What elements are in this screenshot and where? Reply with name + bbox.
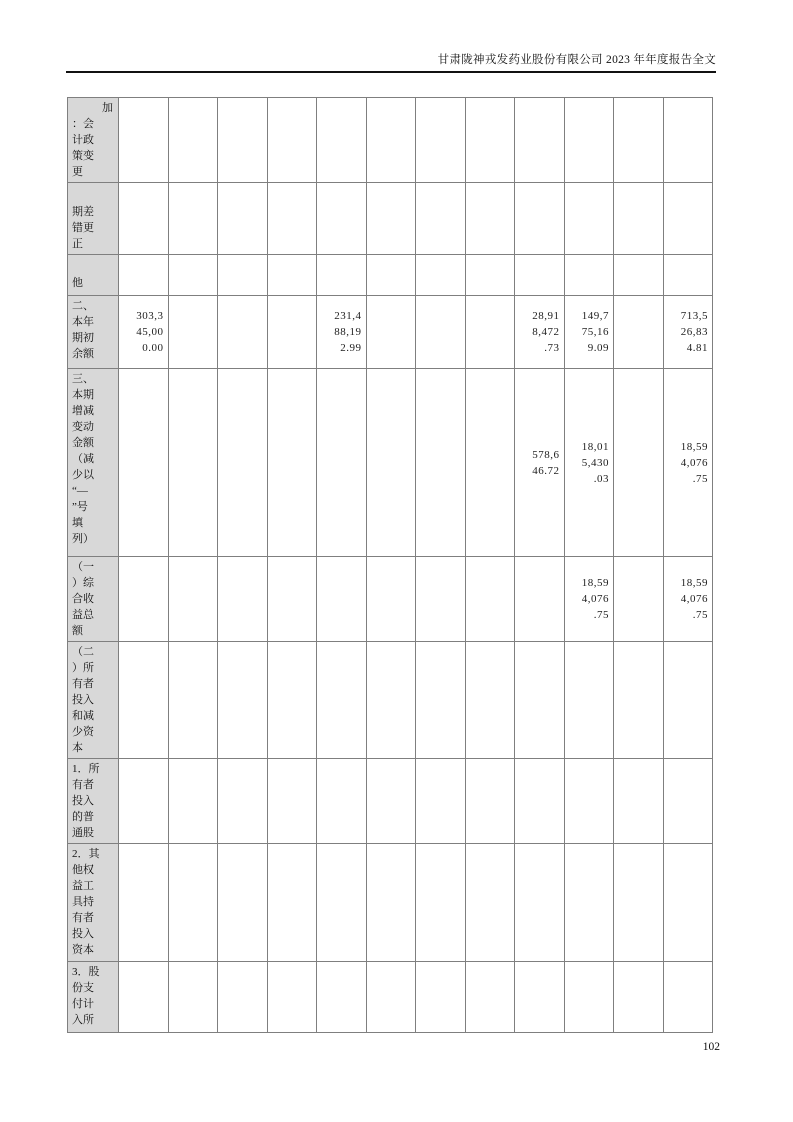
text-line: 75,16 <box>581 326 609 338</box>
value-cell <box>564 369 614 557</box>
value-cell <box>218 98 268 183</box>
value-cell <box>267 183 317 255</box>
text-line: 18,59 <box>581 577 609 589</box>
value-cell <box>465 962 515 1033</box>
value-cell <box>119 962 169 1033</box>
value-cell <box>267 98 317 183</box>
text-line: 付计 <box>72 998 94 1010</box>
table-row <box>68 183 713 255</box>
text-line: 正 <box>72 238 83 250</box>
row-label-current-period-change <box>68 369 119 557</box>
value-cell <box>168 844 218 962</box>
text-line: 份支 <box>72 982 94 994</box>
value-cell <box>614 98 664 183</box>
value-cell <box>465 557 515 642</box>
value-cell <box>416 98 466 183</box>
table-row <box>68 759 713 844</box>
value-cell <box>119 255 169 296</box>
value-cell <box>465 642 515 759</box>
text-line: ”号 <box>72 501 88 513</box>
value-cell <box>267 962 317 1033</box>
text-line: 少资 <box>72 726 94 738</box>
text-line: 4,076 <box>680 593 708 605</box>
value-cell <box>416 369 466 557</box>
text-line: 713,5 <box>680 310 708 322</box>
value-cell <box>168 557 218 642</box>
text-line: （二 <box>72 646 94 658</box>
text-line: 的普 <box>72 811 94 823</box>
value-cell <box>218 296 268 369</box>
value-cell <box>317 183 367 255</box>
text-line: 45,00 <box>136 326 164 338</box>
text-line: 计政 <box>72 134 94 146</box>
value-cell <box>317 369 367 557</box>
value-cell <box>168 255 218 296</box>
text-line: 2．其 <box>72 848 100 860</box>
value-cell <box>564 844 614 962</box>
text-line: 具持 <box>72 896 94 908</box>
value-cell <box>564 98 614 183</box>
value-cell <box>515 759 565 844</box>
text-line: 18,59 <box>680 440 708 453</box>
value-cell <box>416 642 466 759</box>
text-line: 投入 <box>72 795 94 807</box>
text-line: ：会 <box>72 118 94 130</box>
text-line: 3．股 <box>72 966 100 978</box>
value-cell <box>218 255 268 296</box>
text-line: 8,472 <box>532 326 560 338</box>
text-line: 有者 <box>72 912 94 924</box>
value-cell <box>267 759 317 844</box>
text-line: “— <box>72 485 88 497</box>
row-label-add-accounting-policy-change <box>68 98 119 183</box>
text-line: 149,7 <box>581 310 609 322</box>
value-cell <box>564 759 614 844</box>
text-line: 1．所 <box>72 763 100 775</box>
text-line: ）所 <box>72 662 94 674</box>
table-row <box>68 296 713 369</box>
value-cell <box>416 255 466 296</box>
value-cell <box>515 98 565 183</box>
value-cell <box>465 183 515 255</box>
value-cell <box>663 98 713 183</box>
text-line: 他权 <box>72 864 94 876</box>
value-cell <box>416 962 466 1033</box>
text-line: 他 <box>72 277 83 289</box>
value-cell <box>564 962 614 1033</box>
text-line: 资本 <box>72 944 94 956</box>
row-label-owner-capital-contribution-and-reduction <box>68 642 119 759</box>
text-line: 本期 <box>72 389 94 401</box>
row-label-total-comprehensive-income <box>68 557 119 642</box>
text-line: .75 <box>692 472 708 485</box>
value-cell <box>317 296 367 369</box>
text-line: 金额 <box>72 437 94 449</box>
value-cell <box>663 962 713 1033</box>
value-cell <box>465 255 515 296</box>
value-cell <box>218 844 268 962</box>
text-line: 额 <box>72 625 83 637</box>
text-line: 578,6 <box>532 448 560 461</box>
value-cell <box>614 255 664 296</box>
value-cell <box>168 98 218 183</box>
value-cell <box>366 962 416 1033</box>
text-line: 期差 <box>72 206 94 218</box>
value-cell <box>168 759 218 844</box>
value-cell <box>564 183 614 255</box>
text-line: 投入 <box>72 928 94 940</box>
value-cell <box>267 369 317 557</box>
value-cell <box>465 296 515 369</box>
header-title: 甘肃陇神戎发药业股份有限公司 2023 年年度报告全文 <box>437 54 716 66</box>
value-cell <box>515 557 565 642</box>
text-line: 二、 <box>72 300 94 312</box>
value-cell <box>317 844 367 962</box>
value-cell <box>168 962 218 1033</box>
text-line: 4,076 <box>581 593 609 605</box>
value-cell <box>614 369 664 557</box>
value-cell <box>465 844 515 962</box>
table-row <box>68 557 713 642</box>
text-line: 4,076 <box>680 456 708 469</box>
text-line: 231,4 <box>334 310 362 322</box>
value-cell <box>614 844 664 962</box>
value-cell <box>119 98 169 183</box>
value-cell <box>119 759 169 844</box>
text-line: 策变 <box>72 150 94 162</box>
value-cell <box>267 296 317 369</box>
value-cell <box>515 183 565 255</box>
value-cell <box>614 962 664 1033</box>
text-line: .75 <box>692 609 708 621</box>
value-cell <box>366 759 416 844</box>
value-cell <box>663 183 713 255</box>
value-cell <box>168 183 218 255</box>
text-line: 变动 <box>72 421 94 433</box>
value-cell <box>663 759 713 844</box>
value-cell <box>416 759 466 844</box>
text-line: 少以 <box>72 469 94 481</box>
text-line: 88,19 <box>334 326 362 338</box>
text-line: 益工 <box>72 880 94 892</box>
table-row <box>68 962 713 1033</box>
value-cell <box>218 369 268 557</box>
value-cell <box>465 98 515 183</box>
text-line: 有者 <box>72 678 94 690</box>
value-cell <box>515 962 565 1033</box>
value-cell <box>317 557 367 642</box>
text-line: 期初 <box>72 332 94 344</box>
value-cell <box>515 642 565 759</box>
text-line: 通股 <box>72 827 94 839</box>
text-line: 余额 <box>72 348 94 360</box>
value-cell <box>564 296 614 369</box>
value-cell <box>317 255 367 296</box>
value-cell <box>317 642 367 759</box>
value-cell <box>663 844 713 962</box>
text-line: 18,59 <box>680 577 708 589</box>
text-line: .73 <box>544 342 560 354</box>
value-cell <box>366 369 416 557</box>
text-line: 5,430 <box>581 456 609 469</box>
text-line: 本年 <box>72 316 94 328</box>
text-line: 0.00 <box>142 342 164 354</box>
header-rule <box>66 71 716 73</box>
text-line: 本 <box>72 742 83 754</box>
row-label-prior-period-error-correction <box>68 183 119 255</box>
value-cell <box>614 642 664 759</box>
text-line: 列） <box>72 533 94 545</box>
row-label-share-based-payment-to-equity <box>68 962 119 1033</box>
value-cell <box>119 369 169 557</box>
equity-table-body <box>68 98 713 1033</box>
row-label-opening-balance-current-year <box>68 296 119 369</box>
value-cell <box>663 557 713 642</box>
value-cell <box>119 296 169 369</box>
value-cell <box>267 255 317 296</box>
value-cell <box>416 557 466 642</box>
value-cell <box>515 369 565 557</box>
value-cell <box>317 759 367 844</box>
value-cell <box>614 183 664 255</box>
value-cell <box>168 369 218 557</box>
text-line: 益总 <box>72 609 94 621</box>
text-line: .75 <box>593 609 609 621</box>
text-line: 三、 <box>72 373 94 385</box>
value-cell <box>366 296 416 369</box>
text-line: （减 <box>72 453 94 465</box>
table-row <box>68 844 713 962</box>
value-cell <box>614 296 664 369</box>
value-cell <box>267 844 317 962</box>
text-line: 入所 <box>72 1014 94 1026</box>
value-cell <box>218 183 268 255</box>
value-cell <box>218 642 268 759</box>
value-cell <box>218 759 268 844</box>
value-cell <box>663 255 713 296</box>
value-cell <box>366 183 416 255</box>
value-cell <box>564 642 614 759</box>
value-cell <box>119 642 169 759</box>
value-cell <box>416 296 466 369</box>
equity-change-table <box>67 97 713 1033</box>
value-cell <box>416 844 466 962</box>
table-row <box>68 255 713 296</box>
value-cell <box>218 962 268 1033</box>
value-cell <box>317 962 367 1033</box>
text-line: 28,91 <box>532 310 560 322</box>
value-cell <box>614 557 664 642</box>
text-line: 9.09 <box>587 342 609 354</box>
text-line: 2.99 <box>340 342 362 354</box>
value-cell <box>564 557 614 642</box>
text-line: 26,83 <box>680 326 708 338</box>
value-cell <box>119 183 169 255</box>
value-cell <box>119 557 169 642</box>
value-cell <box>366 255 416 296</box>
text-line: 错更 <box>72 222 94 234</box>
text-line: 投入 <box>72 694 94 706</box>
text-line: 有者 <box>72 779 94 791</box>
text-line: .03 <box>593 472 609 485</box>
row-label-ordinary-shares-contributed-by-owners <box>68 759 119 844</box>
value-cell <box>218 557 268 642</box>
text-line: 增减 <box>72 405 94 417</box>
value-cell <box>515 844 565 962</box>
value-cell <box>366 844 416 962</box>
text-line: 更 <box>72 166 83 178</box>
value-cell <box>465 369 515 557</box>
value-cell <box>267 557 317 642</box>
text-line: 4.81 <box>686 342 708 354</box>
value-cell <box>366 557 416 642</box>
text-line: （一 <box>72 561 94 573</box>
text-line: 填 <box>72 517 83 529</box>
value-cell <box>366 642 416 759</box>
table-row <box>68 642 713 759</box>
text-line: 18,01 <box>581 440 609 453</box>
value-cell <box>564 255 614 296</box>
text-line: 和减 <box>72 710 94 722</box>
row-label-capital-from-other-equity-instrument-holders <box>68 844 119 962</box>
value-cell <box>168 642 218 759</box>
value-cell <box>317 98 367 183</box>
row-label-other <box>68 255 119 296</box>
text-line: 合收 <box>72 593 94 605</box>
value-cell <box>267 642 317 759</box>
value-cell <box>119 844 169 962</box>
value-cell <box>416 183 466 255</box>
text-line: 46.72 <box>532 464 560 477</box>
text-line: 加 <box>102 102 113 114</box>
value-cell <box>663 296 713 369</box>
text-line: ）综 <box>72 577 94 589</box>
value-cell <box>366 98 416 183</box>
text-line: 303,3 <box>136 310 164 322</box>
value-cell <box>515 255 565 296</box>
page-number: 102 <box>702 1041 720 1053</box>
value-cell <box>515 296 565 369</box>
value-cell <box>663 369 713 557</box>
value-cell <box>663 642 713 759</box>
value-cell <box>465 759 515 844</box>
table-row <box>68 369 713 557</box>
value-cell <box>614 759 664 844</box>
table-row <box>68 98 713 183</box>
value-cell <box>168 296 218 369</box>
